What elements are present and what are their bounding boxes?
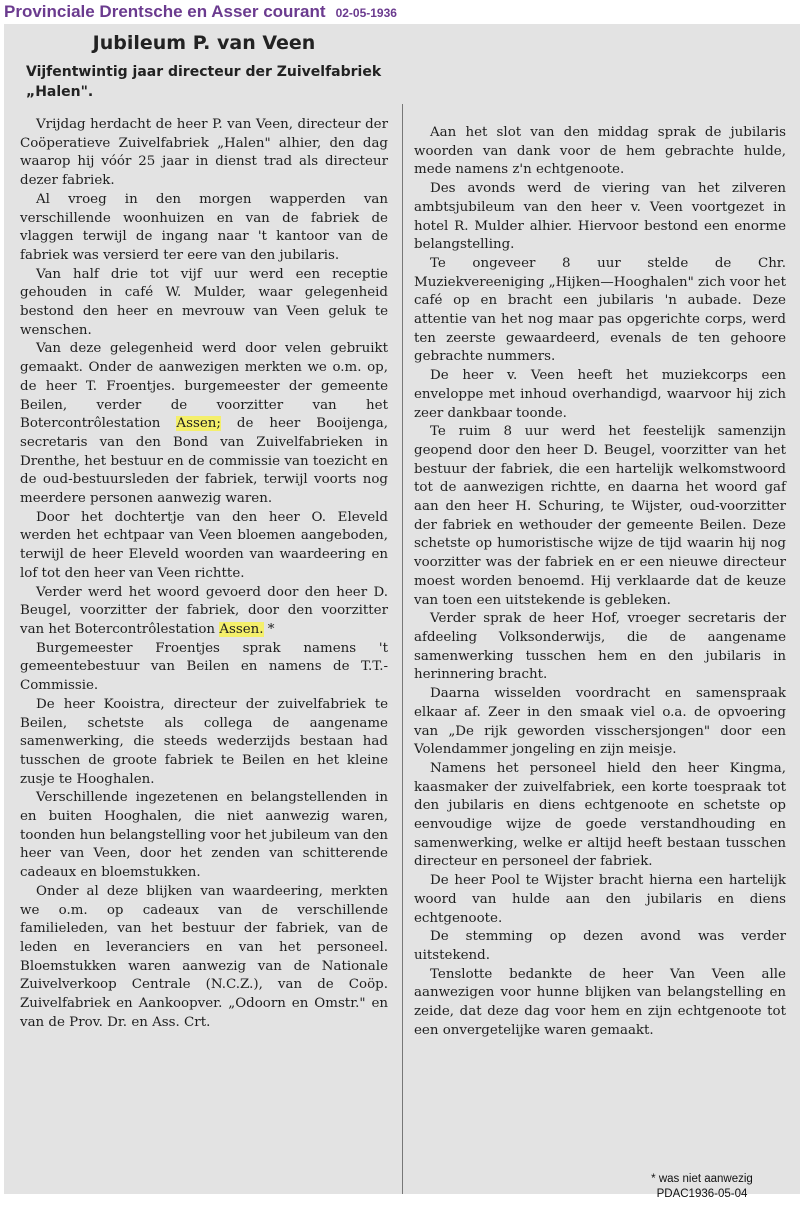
article-subheadline: Vijfentwintig jaar directeur der Zuivelfabriek „Halen". xyxy=(26,64,382,100)
highlighted-place-name: Assen; xyxy=(176,416,221,432)
paragraph: Tenslotte bedankte de heer Van Veen alle aanwezigen voor hunne blijken van belangstelling en zeide, dat deze dag voor hem en zijn echtgenoote tot een onvergetelijke waren gemaakt. xyxy=(414,966,786,1038)
footnote-marker: * xyxy=(263,621,275,637)
paragraph: Daarna wisselden voordracht en samenspraak elkaar af. Zeer in den smaak viel o.a. de opvoering van „De rijk geworden visschersjongen" door een Volendammer jongeling en zijn meisje. xyxy=(414,686,786,758)
paragraph: Verschillende ingezetenen en belangstellenden in en buiten Hooghalen, die niet aanwezig waren, toonden hun belangstelling voor het jubileum van den heer van Veen, door het zenden van schitterende cadeaux en bloemstukken. xyxy=(20,790,388,881)
newspaper-date: 02-05-1936 xyxy=(335,6,397,20)
footnote-note: * was niet aanwezig xyxy=(651,1173,753,1185)
highlighted-place-name: Assen. xyxy=(219,621,264,637)
paragraph: Des avonds werd de viering van het zilveren ambtsjubileum van den heer v. Veen voortgezet in hotel R. Mulder alhier. Hiervoor bestond een enorme belangstelling. xyxy=(414,181,786,253)
paragraph: Door het dochtertje van den heer O. Eleveld werden het echtpaar van Veen bloemen aangeboden, terwijl de heer Eleveld woorden van waardeering en lof tot den heer van Veen richtte. xyxy=(20,509,388,581)
paragraph xyxy=(20,584,388,640)
paragraph: Namens het personeel hield den heer Kingma, kaasmaker der zuivelfabriek, een korte toespraak tot den jubilaris en diens echtgenoote en schetste op eenvoudige wijze de goede verstandhouding en samenwerking, welke er altijd heeft bestaan tusschen directeur en personeel der fabriek. xyxy=(414,760,786,870)
footnote-reference: PDAC1936-05-04 xyxy=(656,1188,748,1200)
newspaper-clipping xyxy=(4,24,800,1194)
paragraph xyxy=(20,340,388,508)
paragraph: Onder al deze blijken van waardeering, merkten we o.m. op cadeaux van de verschillende familieleden, van het bestuur der fabriek, van de leden en leveranciers en van het personeel. Bloemstukken waren aanwezig van de Nationale Zuivelverkoop Centrale (N.C.Z.), van de Coöp. Zuivelfabriek en Aankoopver. „Odoorn en Omstr." en van de Prov. Dr. en Ass. Crt. xyxy=(20,883,388,1030)
paragraph: Vrijdag herdacht de heer P. van Veen, directeur der Coöperatieve Zuivelfabriek „Halen" alhier, den dag waarop hij vóór 25 jaar in dienst trad als directeur dezer fabriek. xyxy=(20,117,388,189)
column-divider xyxy=(402,104,403,1194)
annotation-footnote xyxy=(612,1172,792,1202)
article-headline: Jubileum P. van Veen xyxy=(92,32,316,54)
paragraph: Burgemeester Froentjes sprak namens 't gemeentebestuur van Beilen en namens de T.T.-Commissie. xyxy=(20,640,388,694)
paragraph: De heer Pool te Wijster bracht hierna een hartelijk woord van hulde aan den jubilaris en diens echtgenoote. xyxy=(414,873,786,926)
paragraph: Van half drie tot vijf uur werd een receptie gehouden in café W. Mulder, waar gelegenheid bestond den heer en mevrouw van Veen geluk te wenschen. xyxy=(20,266,388,338)
paragraph: Te ongeveer 8 uur stelde de Chr. Muziekvereeniging „Hijken—Hooghalen" zich voor het café op en bracht een jubilaris 'n aubade. Deze attentie van het nog maar pas opgerichte corps, werd ten zeerste gewaardeerd, evenals de ten gehoore gebrachte nummers. xyxy=(414,255,786,365)
paragraph-text: Van deze gelegenheid werd door velen gebruikt gemaakt. Onder de aanwezigen merkten we o.m. op, de heer T. Froentjes. burgemeester der gemeente Beilen, verder de voorzitter van het Botercontrôlestation xyxy=(20,341,388,432)
paragraph: De stemming op dezen avond was verder uitstekend. xyxy=(414,929,786,963)
article-column-left xyxy=(20,116,388,1032)
paragraph: Te ruim 8 uur werd het feestelijk samenzijn geopend door den heer D. Beugel, voorzitter van het bestuur der fabriek, die een hartelijk welkomstwoord tot de aanwezigen richtte, en daarna het woord gaf aan den heer H. Schuring, te Wijster, oud-voorzitter der fabriek en wethouder der gemeente Beilen. Deze schetste op humoristische wijze de tijd waarin hij nog voorzitter was der fabriek en er een nieuwe directeur moest worden benoemd. Hij verklaarde dat de keuze van toen een uitstekende is gebleken. xyxy=(414,424,786,608)
paragraph-text: Verder werd het woord gevoerd door den heer D. Beugel, voorzitter der fabriek, door den voorzitter van het Botercontrôlestation xyxy=(20,584,388,637)
newspaper-header xyxy=(4,2,397,26)
article-column-right xyxy=(414,124,786,1040)
paragraph-text: de heer Booijenga, secretaris van den Bond van Zuivelfabrieken in Drenthe, het bestuur en de commissie van toezicht en de oud-bestuursleden der fabriek, terwijl voorts nog meerdere personen aanwezig waren. xyxy=(20,416,388,507)
paragraph: Verder sprak de heer Hof, vroeger secretaris der afdeeling Volksonderwijs, die de aangename samenwerking tusschen hem en den jubilaris in herinnering bracht. xyxy=(414,611,786,683)
paragraph: Al vroeg in den morgen wapperden van verschillende woonhuizen en van de fabriek de vlaggen terwijl de ingang naar 't kantoor van de fabriek was versierd ter eere van den jubilaris. xyxy=(20,191,388,263)
paragraph: De heer v. Veen heeft het muziekcorps een enveloppe met inhoud overhandigd, waarvoor hij zich zeer dankbaar toonde. xyxy=(414,368,786,421)
newspaper-title: Provinciale Drentsche en Asser courant xyxy=(4,2,326,21)
paragraph: De heer Kooistra, directeur der zuivelfabriek te Beilen, schetste als collega de aangename samenwerking, die steeds wederzijds bestaan had tusschen de groote fabriek te Beilen en het kleine zusje te Hooghalen. xyxy=(20,696,388,787)
paragraph: Aan het slot van den middag sprak de jubilaris woorden van dank voor de hem gebrachte hulde, mede namens z'n echtgenoote. xyxy=(414,125,786,178)
